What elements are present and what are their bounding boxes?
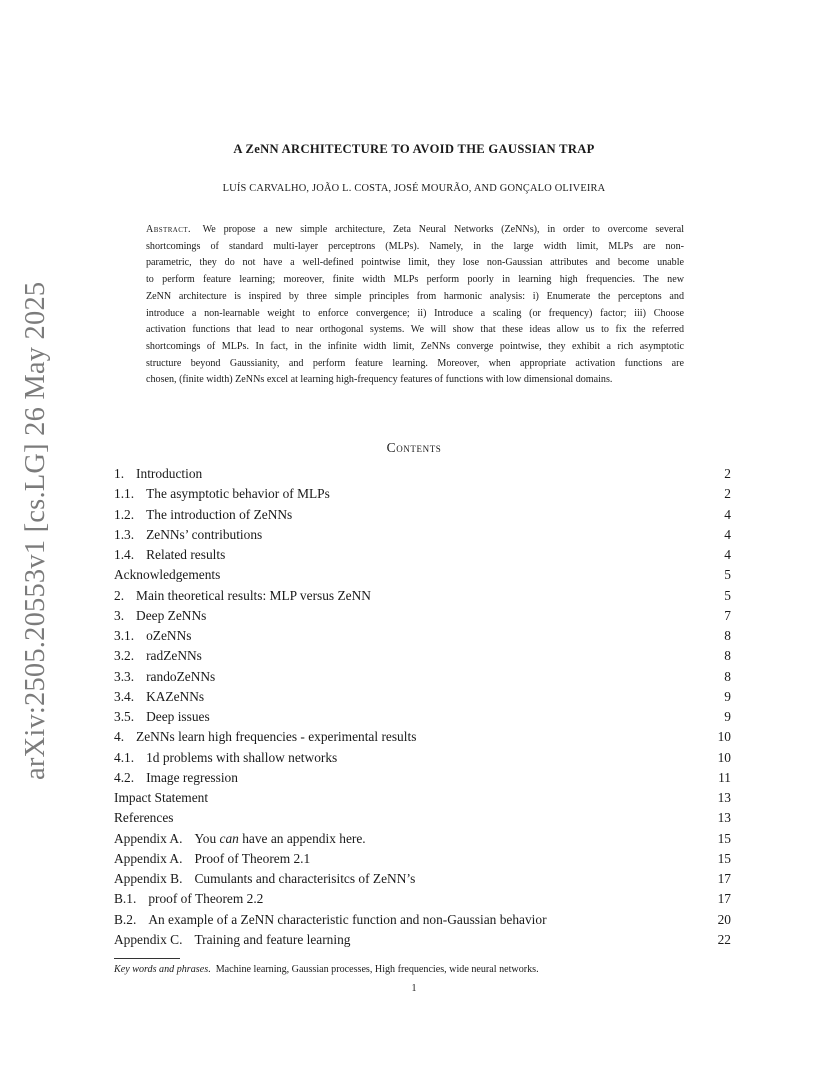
- toc-page: 9: [724, 688, 731, 704]
- toc-entry[interactable]: [114, 932, 731, 952]
- toc-number: B.2.: [114, 911, 137, 927]
- toc-title: Related results: [146, 547, 226, 562]
- abstract-line: introduce a non-learnable weight to enforce convergence; ii) Introduce a scaling (or frequency) factor; iii) Choose: [146, 307, 684, 319]
- toc-title: You can have an appendix here.: [194, 830, 366, 846]
- toc-entry[interactable]: [114, 891, 731, 911]
- toc-page: 13: [717, 790, 731, 805]
- toc-page: 4: [724, 547, 731, 562]
- toc-entry[interactable]: [114, 831, 731, 851]
- arxiv-identifier-stamp: arXiv:2505.20553v1 [cs.LG] 26 May 2025: [20, 281, 51, 780]
- toc-number: 1.: [114, 466, 125, 481]
- toc-number: 3.3.: [114, 668, 135, 684]
- toc-entry[interactable]: [114, 871, 731, 891]
- footnote-divider: [114, 958, 180, 959]
- abstract-line: structure beyond Gaussianity, and perform feature learning. Moreover, when appropriate activation functions are: [146, 357, 684, 369]
- toc-page: 9: [724, 709, 731, 724]
- toc-number: Appendix C.: [114, 931, 183, 947]
- toc-entry[interactable]: [114, 689, 731, 709]
- toc-title: oZeNNs: [146, 628, 192, 643]
- toc-page: 7: [724, 607, 731, 623]
- toc-number: 3.5.: [114, 709, 135, 724]
- toc-page: 10: [717, 729, 731, 745]
- toc-number: 1.1.: [114, 486, 135, 502]
- toc-entry[interactable]: [114, 912, 731, 932]
- footnote-keywords-label: Key words and phrases: [114, 964, 209, 975]
- table-of-contents: [114, 466, 731, 952]
- toc-entry[interactable]: [114, 507, 731, 527]
- toc-entry[interactable]: [114, 709, 731, 729]
- toc-entry[interactable]: [114, 527, 731, 547]
- toc-title: Deep issues: [146, 709, 210, 724]
- contents-heading: Contents: [386, 440, 442, 455]
- toc-title: Introduction: [136, 466, 203, 481]
- toc-entry[interactable]: [114, 588, 731, 608]
- footnote-keywords: Machine learning, Gaussian processes, High frequencies, wide neural networks.: [215, 964, 539, 975]
- toc-title: proof of Theorem 2.2: [148, 891, 264, 907]
- abstract-line: shortcomings of MLPs. In fact, in the infinite width limit, ZeNNs converge pointwise, they exhibit a rich asymptotic: [146, 340, 684, 352]
- toc-entry[interactable]: [114, 466, 731, 486]
- toc-entry[interactable]: [114, 628, 731, 648]
- toc-title: KAZeNNs: [146, 688, 205, 704]
- toc-number: 2.: [114, 587, 125, 603]
- abstract-line: to perform feature learning; moreover, finite width MLPs perform poorly in learning high frequencies. The new: [146, 274, 684, 286]
- toc-title: Impact Statement: [114, 790, 209, 805]
- toc-page: 4: [724, 506, 731, 522]
- toc-page: 5: [724, 567, 731, 583]
- toc-title: The asymptotic behavior of MLPs: [146, 486, 330, 502]
- toc-entry[interactable]: [114, 486, 731, 506]
- toc-title: ZeNNs learn high frequencies - experimental results: [136, 729, 417, 745]
- toc-number: Appendix B.: [114, 871, 183, 886]
- toc-number: 3.2.: [114, 648, 135, 664]
- toc-number: Appendix A.: [114, 830, 183, 846]
- abstract-line: activation functions that lead to near orthogonal systems. We will show that these ideas allow us to fix the referred: [146, 324, 684, 336]
- toc-page: 20: [717, 911, 731, 927]
- abstract-line: shortcomings of standard multi-layer perceptrons (MLPs). Namely, in the large width limit, MLPs are non-: [146, 240, 684, 252]
- toc-number: 4.2.: [114, 769, 135, 785]
- toc-entry[interactable]: [114, 750, 731, 770]
- toc-page: 11: [718, 769, 731, 785]
- toc-page: 2: [724, 466, 731, 481]
- toc-page: 15: [717, 850, 731, 866]
- toc-number: 3.: [114, 607, 125, 623]
- toc-number: 3.4.: [114, 688, 135, 704]
- toc-page: 13: [717, 810, 731, 826]
- toc-number: 3.1.: [114, 628, 135, 643]
- toc-entry[interactable]: [114, 669, 731, 689]
- toc-number: Appendix A.: [114, 850, 183, 866]
- toc-title: Training and feature learning: [194, 931, 351, 947]
- toc-title: Acknowledgements: [114, 567, 221, 583]
- toc-page: 17: [717, 891, 731, 907]
- toc-title: radZeNNs: [146, 648, 202, 664]
- toc-title: randoZeNNs: [146, 668, 216, 684]
- toc-entry[interactable]: [114, 648, 731, 668]
- toc-title: Image regression: [146, 769, 238, 785]
- toc-entry[interactable]: [114, 810, 731, 830]
- toc-page: 8: [724, 628, 731, 643]
- toc-entry[interactable]: [114, 790, 731, 810]
- toc-title: Deep ZeNNs: [136, 607, 207, 623]
- toc-title: Main theoretical results: MLP versus ZeNN: [136, 587, 371, 603]
- toc-number: B.1.: [114, 891, 137, 907]
- abstract-line: chosen, (finite width) ZeNNs excel at learning high-frequency features of functions with low dimensional domains.: [146, 374, 613, 386]
- toc-title: References: [114, 810, 174, 826]
- toc-entry[interactable]: [114, 567, 731, 587]
- paper-title: A ZeNN ARCHITECTURE TO AVOID THE GAUSSIAN TRAP: [233, 142, 595, 156]
- paper-authors: LUÍS CARVALHO, JOÃO L. COSTA, JOSÉ MOURÃO, AND GONÇALO OLIVEIRA: [222, 183, 606, 194]
- abstract-line: ZeNN architecture is inspired by three simple principles from harmonic analysis: i) Enumerate the perceptons and: [146, 290, 684, 302]
- toc-entry[interactable]: [114, 729, 731, 749]
- page-number: 1: [411, 983, 417, 994]
- footnote: Key words and phrases. Machine learning, Gaussian processes, High frequencies, wide neural networks.: [114, 964, 539, 975]
- toc-page: 8: [724, 668, 731, 684]
- toc-page: 15: [717, 830, 731, 846]
- toc-page: 5: [724, 587, 731, 603]
- toc-page: 4: [724, 526, 731, 542]
- toc-entry[interactable]: [114, 608, 731, 628]
- toc-entry[interactable]: [114, 547, 731, 567]
- toc-number: 1.2.: [114, 506, 135, 522]
- toc-page: 8: [724, 648, 731, 664]
- toc-title: Proof of Theorem 2.1: [194, 850, 311, 866]
- toc-number: 4.: [114, 729, 125, 745]
- toc-entry[interactable]: [114, 770, 731, 790]
- toc-page: 2: [724, 486, 731, 502]
- toc-number: 1.3.: [114, 526, 135, 542]
- abstract-line: parametric, they do not have a well-defined pointwise limit, they lose non-Gaussian attributes and become unable: [146, 257, 684, 269]
- abstract-text: We propose a new simple architecture, Zeta Neural Networks (ZeNNs), in order to overcome several: [202, 224, 684, 235]
- toc-title: The introduction of ZeNNs: [146, 506, 293, 522]
- toc-page: 22: [717, 931, 731, 947]
- abstract-label: Abstract.: [146, 224, 191, 235]
- toc-number: 4.1.: [114, 749, 135, 765]
- abstract: [146, 222, 684, 389]
- abstract-line: [146, 222, 684, 239]
- toc-page: 17: [717, 871, 731, 886]
- toc-title: Cumulants and characterisitcs of ZeNN’s: [194, 871, 416, 886]
- toc-page: 10: [717, 749, 731, 765]
- toc-title: ZeNNs’ contributions: [146, 526, 263, 542]
- toc-title: An example of a ZeNN characteristic function and non-Gaussian behavior: [148, 911, 547, 927]
- toc-entry[interactable]: [114, 851, 731, 871]
- toc-title: 1d problems with shallow networks: [146, 749, 338, 765]
- toc-number: 1.4.: [114, 547, 135, 562]
